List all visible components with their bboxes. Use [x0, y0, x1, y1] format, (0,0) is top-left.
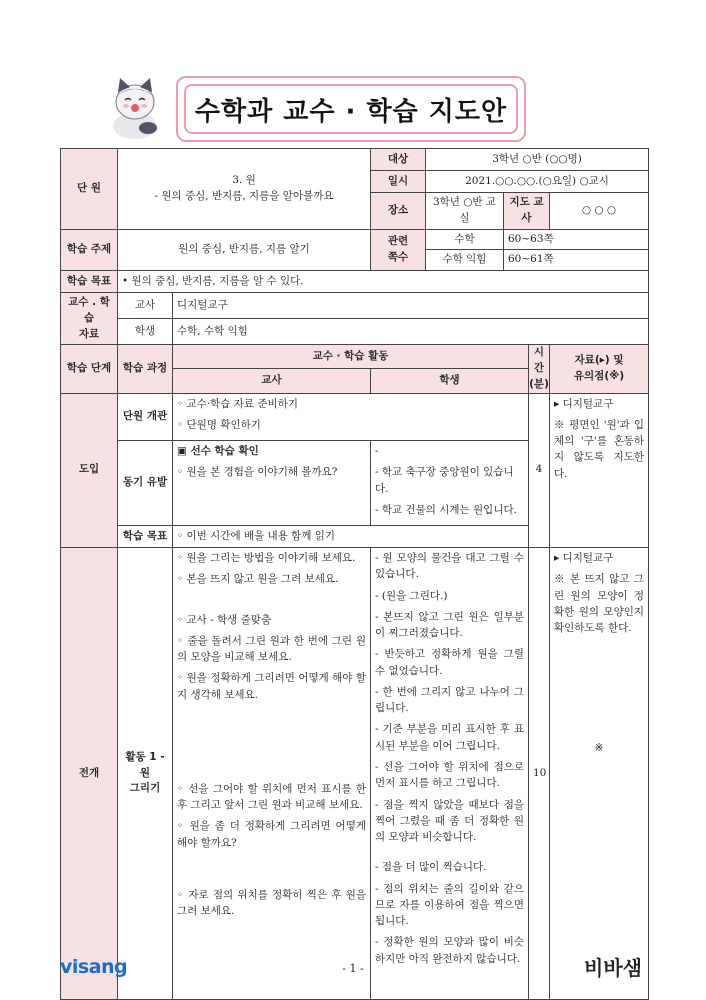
intro-motive-s1: -	[375, 445, 379, 458]
head-material-1: 자료(▸) 및	[574, 354, 624, 367]
material-student-label: 학생	[118, 319, 173, 345]
intro-motive-s3: - 학교 건물의 시계는 원입니다.	[375, 503, 517, 516]
date-value: 2021.○○.○○.(○요일) ○교시	[426, 171, 649, 193]
dev-student-7: - 선을 그어야 할 위치에 점으로 먼저 표시를 하고 그립니다.	[375, 761, 524, 790]
intro-overview-1: ◦ 교수·학습 자료 준비하기	[177, 397, 298, 410]
unit-label: 단 원	[61, 149, 118, 230]
intro-stage: 도입	[61, 393, 118, 548]
theme-value: 원의 중심, 반지름, 지름 알기	[118, 229, 371, 271]
material-teacher-label: 교사	[118, 293, 173, 319]
page-title: 수학과 교수 · 학습 지도안	[184, 84, 518, 134]
dev-student-8: - 점을 찍지 않았을 때보다 점을 찍어 그렸을 때 좀 더 정확한 원의 모양과 비슷합니다.	[375, 798, 524, 844]
head-time	[529, 345, 550, 393]
dev-teacher-5: ◦ 원을 정확하게 그리려면 어떻게 해야 할지 생각해 보세요.	[177, 672, 366, 701]
related-pages-1: 60~63쪽	[504, 229, 649, 250]
intro-process-1: 단원 개관	[118, 393, 173, 441]
head-activity: 교수 · 학습 활동	[173, 345, 529, 369]
related-label-1: 관련	[387, 235, 409, 247]
dev-time: 10	[529, 548, 550, 1000]
intro-motive-s2: - 학교 축구장 중앙원이 있습니다.	[375, 466, 514, 495]
dev-material-3: ※	[594, 742, 604, 755]
intro-goal-read: ◦ 이번 시간에 배울 내용 함께 읽기	[173, 526, 529, 548]
target-value: 3학년 ○반 (○○명)	[426, 149, 649, 171]
dev-teacher-8: ◦ 자로 점의 위치를 정확히 찍은 후 원을 그려 보세요.	[177, 889, 366, 918]
dev-student-1: - 원 모양의 물건을 대고 그릴 수 있습니다.	[375, 552, 524, 581]
dev-student-3: - 본뜨지 않고 그린 원은 일부분이 찌그러졌습니다.	[375, 610, 524, 640]
head-material-2: 유의점(※)	[573, 369, 625, 382]
lesson-plan-table	[60, 148, 649, 1000]
teacher-value: ○ ○ ○	[550, 193, 649, 230]
dev-teacher-cell	[173, 548, 371, 1000]
material-student-value: 수학, 수학 익힘	[173, 319, 649, 345]
head-time-1: 시간	[533, 346, 545, 374]
dev-student-4: - 반듯하고 정확하게 원을 그릴 수 없었습니다.	[375, 648, 524, 677]
visang-logo: visang	[60, 956, 128, 978]
dev-student-cell	[371, 548, 529, 1000]
intro-motive-student	[371, 441, 529, 526]
page-number: - 1 -	[342, 962, 364, 975]
intro-time: 4	[529, 393, 550, 548]
intro-motive-t2: ◦ 원을 본 경험을 이야기해 볼까요?	[177, 466, 338, 479]
dev-teacher-3: ◦ 교사 - 학생 줄맞춤	[177, 613, 272, 626]
place-label: 장소	[371, 193, 426, 230]
unit-line1: 3. 원	[232, 174, 256, 186]
dev-material-1: ▸ 디지털교구	[554, 552, 614, 565]
material-teacher-value: 디지털교구	[173, 293, 649, 319]
head-teacher: 교사	[173, 369, 371, 393]
material-label-2: 자료	[78, 327, 100, 340]
dev-stage: 전개	[61, 548, 118, 1000]
cat-mascot-illustration	[104, 74, 166, 140]
related-label-2: 쪽수	[387, 250, 409, 263]
dev-process-2: 그리기	[129, 782, 161, 795]
head-process: 학습 과정	[118, 345, 173, 393]
intro-motive-t1: ▣ 선수 학습 확인	[177, 445, 259, 458]
head-stage: 학습 단계	[61, 345, 118, 393]
related-book-2: 수학 익힘	[426, 250, 504, 271]
related-pages-2: 60~61쪽	[504, 250, 649, 271]
dev-teacher-4: ◦ 줄을 돌려서 그린 원과 한 번에 그린 원의 모양을 비교해 보세요.	[177, 634, 366, 664]
dev-student-2: - (원을 그린다.)	[375, 589, 448, 602]
head-material	[550, 345, 649, 393]
dev-material	[550, 548, 649, 1000]
dev-student-9: - 점을 더 많이 찍습니다.	[375, 861, 487, 874]
dev-teacher-6: ◦ 선을 그어야 할 위치에 먼저 표시를 한 후 그리고 앞서 그린 원과 비교해 보세요.	[177, 782, 366, 812]
dev-process-1: 활동 1 - 원	[125, 750, 165, 779]
unit-line2: - 원의 중심, 반지름, 지름을 알아볼까요	[154, 189, 334, 202]
target-label: 대상	[371, 149, 426, 171]
intro-material-2: ※ 평면인 '원'과 입체의 '구'를 혼동하지 않도록 지도한다.	[554, 418, 645, 480]
related-pages-label	[371, 229, 426, 271]
dev-teacher-1: ◦ 원을 그리는 방법을 이야기해 보세요.	[177, 552, 356, 565]
dev-teacher-2: ◦ 본을 뜨지 않고 원을 그려 보세요.	[177, 573, 339, 586]
related-book-1: 수학	[426, 229, 504, 250]
dev-teacher-7: ◦ 원을 좀 더 정확하게 그리려면 어떻게 해야 할까요?	[177, 820, 366, 849]
dev-process	[118, 548, 173, 1000]
teacher-label: 지도 교사	[504, 193, 550, 230]
date-label: 일시	[371, 171, 426, 193]
dev-student-6: - 기준 부분을 미리 표시한 후 표시된 부분을 이어 그립니다.	[375, 723, 524, 752]
intro-process-3: 학습 목표	[118, 526, 173, 548]
material-label-1: 교수 . 학습	[68, 296, 110, 324]
intro-material-1: ▸ 디지털교구	[554, 397, 614, 410]
intro-material	[550, 393, 649, 548]
theme-label: 학습 주제	[61, 229, 118, 271]
material-label	[61, 293, 118, 345]
intro-overview-2: ◦ 단원명 확인하기	[177, 418, 261, 431]
intro-process-2: 동기 유발	[118, 441, 173, 526]
title-box	[176, 76, 526, 142]
intro-overview-cell	[173, 393, 529, 441]
goal-value: • 원의 중심, 반지름, 지름을 알 수 있다.	[118, 271, 649, 293]
unit-value	[118, 149, 371, 230]
dev-student-5: - 한 번에 그리지 않고 나누어 그립니다.	[375, 685, 524, 715]
dev-student-11: - 정확한 원의 모양과 많이 비슷하지만 아직 완전하지 않습니다.	[375, 936, 524, 965]
vivasam-logo: 비바샘	[584, 956, 642, 980]
head-student: 학생	[371, 369, 529, 393]
dev-student-10: - 점의 위치는 줄의 길이와 같으므로 자를 이용하여 점을 찍으면 됩니다.	[375, 882, 524, 928]
intro-motive-teacher	[173, 441, 371, 526]
goal-label: 학습 목표	[61, 271, 118, 293]
dev-material-2: ※ 본 뜨지 않고 그린 원의 모양이 정확한 원의 모양인지 확인하도록 한다.	[554, 573, 645, 635]
place-value: 3학년 ○반 교실	[426, 193, 504, 230]
head-time-2: (분)	[529, 377, 549, 390]
